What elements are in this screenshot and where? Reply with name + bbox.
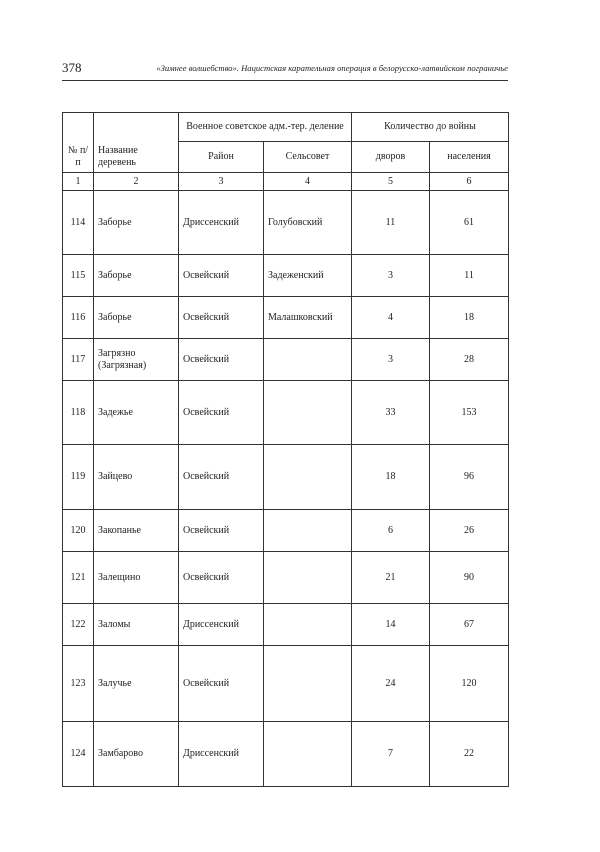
column-index: 4 xyxy=(264,173,352,191)
cell-selsovet xyxy=(264,552,352,604)
cell-name: Залещино xyxy=(94,552,179,604)
header-division-group: Военное советское адм.-тер. деление xyxy=(179,113,352,142)
cell-selsovet xyxy=(264,646,352,722)
header-population: населения xyxy=(430,142,509,173)
table-row xyxy=(63,646,509,722)
cell-name: Задежье xyxy=(94,381,179,445)
cell-population: 11 xyxy=(430,255,509,297)
cell-no: 121 xyxy=(63,552,94,604)
cell-rayon: Освейский xyxy=(179,510,264,552)
table-row xyxy=(63,381,509,445)
header-rayon: Район xyxy=(179,142,264,173)
cell-yards: 21 xyxy=(352,552,430,604)
cell-rayon: Дриссенский xyxy=(179,722,264,787)
cell-rayon: Дриссенский xyxy=(179,191,264,255)
column-index: 2 xyxy=(94,173,179,191)
cell-name: Заломы xyxy=(94,604,179,646)
cell-yards: 6 xyxy=(352,510,430,552)
cell-name: Заборье xyxy=(94,191,179,255)
cell-name: Закопанье xyxy=(94,510,179,552)
cell-population: 61 xyxy=(430,191,509,255)
header-selsovet: Сельсовет xyxy=(264,142,352,173)
header-row-top xyxy=(63,113,509,142)
cell-selsovet: Малашковский xyxy=(264,297,352,339)
cell-name: Заборье xyxy=(94,297,179,339)
cell-yards: 14 xyxy=(352,604,430,646)
cell-no: 122 xyxy=(63,604,94,646)
page-number: 378 xyxy=(62,60,82,75)
header-count-group: Количество до войны xyxy=(352,113,509,142)
column-index-row xyxy=(63,173,509,191)
cell-selsovet: Голубовский xyxy=(264,191,352,255)
table-row xyxy=(63,552,509,604)
table-row xyxy=(63,339,509,381)
cell-population: 96 xyxy=(430,445,509,510)
cell-population: 18 xyxy=(430,297,509,339)
cell-no: 114 xyxy=(63,191,94,255)
cell-rayon: Освейский xyxy=(179,297,264,339)
cell-no: 124 xyxy=(63,722,94,787)
cell-rayon: Дриссенский xyxy=(179,604,264,646)
cell-rayon: Освейский xyxy=(179,646,264,722)
cell-population: 120 xyxy=(430,646,509,722)
cell-no: 120 xyxy=(63,510,94,552)
villages-table xyxy=(62,112,509,787)
cell-selsovet xyxy=(264,445,352,510)
table-row xyxy=(63,255,509,297)
cell-name: Залучье xyxy=(94,646,179,722)
cell-population: 26 xyxy=(430,510,509,552)
cell-population: 28 xyxy=(430,339,509,381)
cell-selsovet xyxy=(264,381,352,445)
cell-yards: 3 xyxy=(352,339,430,381)
cell-no: 118 xyxy=(63,381,94,445)
cell-population: 90 xyxy=(430,552,509,604)
cell-selsovet xyxy=(264,339,352,381)
table-row xyxy=(63,604,509,646)
column-index: 5 xyxy=(352,173,430,191)
cell-name: Загрязно (Загрязная) xyxy=(94,339,179,381)
header-name: Название деревень xyxy=(94,113,179,173)
cell-name: Зайцево xyxy=(94,445,179,510)
cell-population: 153 xyxy=(430,381,509,445)
column-index: 6 xyxy=(430,173,509,191)
cell-selsovet: Задеженский xyxy=(264,255,352,297)
cell-no: 119 xyxy=(63,445,94,510)
table-row xyxy=(63,722,509,787)
cell-no: 123 xyxy=(63,646,94,722)
cell-rayon: Освейский xyxy=(179,381,264,445)
table-row xyxy=(63,297,509,339)
cell-yards: 33 xyxy=(352,381,430,445)
cell-selsovet xyxy=(264,510,352,552)
cell-rayon: Освейский xyxy=(179,339,264,381)
column-index: 1 xyxy=(63,173,94,191)
header-no: № п/п xyxy=(63,113,94,173)
table-row xyxy=(63,191,509,255)
running-title: «Зимнее волшебство». Нацистская карательная операция в белорусско-латвийском пограничье xyxy=(156,63,508,73)
header-rule xyxy=(62,80,508,81)
cell-rayon: Освейский xyxy=(179,255,264,297)
table-row xyxy=(63,445,509,510)
cell-no: 117 xyxy=(63,339,94,381)
running-head xyxy=(62,60,508,78)
header-yards: дворов xyxy=(352,142,430,173)
cell-name: Заборье xyxy=(94,255,179,297)
cell-yards: 3 xyxy=(352,255,430,297)
column-index: 3 xyxy=(179,173,264,191)
cell-yards: 11 xyxy=(352,191,430,255)
cell-yards: 4 xyxy=(352,297,430,339)
cell-population: 67 xyxy=(430,604,509,646)
cell-selsovet xyxy=(264,722,352,787)
cell-yards: 18 xyxy=(352,445,430,510)
table-row xyxy=(63,510,509,552)
cell-rayon: Освейский xyxy=(179,552,264,604)
cell-yards: 24 xyxy=(352,646,430,722)
cell-population: 22 xyxy=(430,722,509,787)
cell-rayon: Освейский xyxy=(179,445,264,510)
cell-selsovet xyxy=(264,604,352,646)
cell-yards: 7 xyxy=(352,722,430,787)
cell-no: 115 xyxy=(63,255,94,297)
cell-no: 116 xyxy=(63,297,94,339)
cell-name: Замбарово xyxy=(94,722,179,787)
